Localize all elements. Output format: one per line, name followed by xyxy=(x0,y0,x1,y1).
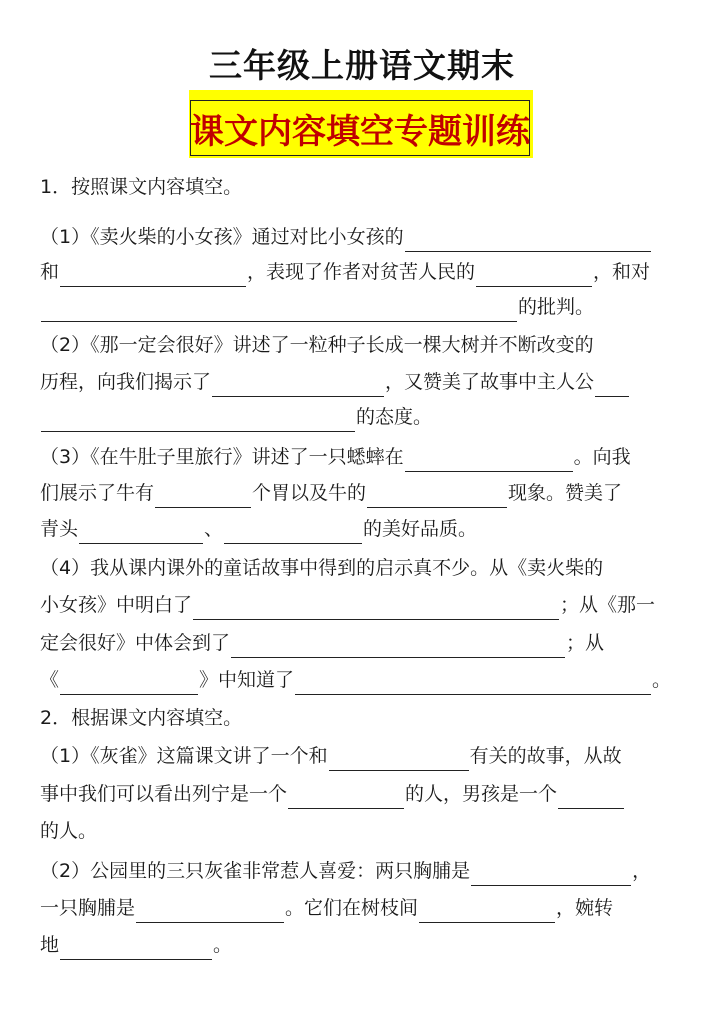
question-text: （1）《灰雀》这篇课文讲了一个和 xyxy=(40,745,328,767)
question-text: 事中我们可以看出列宁是一个 xyxy=(40,783,288,805)
question-line xyxy=(40,628,690,658)
banner-subtitle: 课文内容填空专题训练 xyxy=(190,111,530,152)
answer-blank[interactable] xyxy=(60,264,246,287)
answer-blank[interactable] xyxy=(224,521,362,544)
answer-blank[interactable] xyxy=(60,672,198,695)
question-text: ，和对 xyxy=(593,261,651,283)
question-text: （4）我从课内课外的童话故事中得到的启示真不少。从《卖火柴的 xyxy=(40,557,604,579)
question-line xyxy=(40,257,690,287)
question-text: （2）公园里的三只灰雀非常惹人喜爱：两只胸脯是 xyxy=(40,860,471,882)
question-text: 青头 xyxy=(40,518,79,540)
answer-blank[interactable] xyxy=(405,229,651,252)
question-text: 和 xyxy=(40,261,60,283)
question-line xyxy=(40,665,690,695)
question-line xyxy=(40,330,690,360)
banner-box xyxy=(190,100,530,156)
answer-blank[interactable] xyxy=(295,672,651,695)
answer-blank[interactable] xyxy=(288,786,404,809)
answer-blank[interactable] xyxy=(231,635,565,658)
question-text: ，婉转 xyxy=(556,897,614,919)
question-text: 《 xyxy=(40,669,60,691)
question-line xyxy=(40,779,690,809)
question-line xyxy=(40,402,690,432)
section-1-heading xyxy=(40,172,690,202)
question-text: 有关的故事，从故 xyxy=(469,745,622,767)
question-text: ；从 xyxy=(566,632,605,654)
question-text: ， xyxy=(632,860,652,882)
answer-blank[interactable] xyxy=(212,374,384,397)
answer-blank[interactable] xyxy=(471,863,631,886)
answer-blank[interactable] xyxy=(419,900,555,923)
question-text: 》中知道了 xyxy=(199,669,295,691)
question-line xyxy=(40,893,690,923)
question-line xyxy=(40,930,690,960)
heading-text: 1．按照课文内容填空。 xyxy=(40,176,243,198)
question-line xyxy=(40,442,690,472)
question-text: 。 xyxy=(652,669,672,691)
question-text: 。它们在树枝间 xyxy=(285,897,419,919)
answer-blank[interactable] xyxy=(79,521,203,544)
question-text: 们展示了牛有 xyxy=(40,482,155,504)
question-text: 个胃以及牛的 xyxy=(252,482,367,504)
question-text: 的美好品质。 xyxy=(363,518,478,540)
question-text: 历程，向我们揭示了 xyxy=(40,371,212,393)
answer-blank[interactable] xyxy=(329,748,469,771)
section-2-heading xyxy=(40,703,690,733)
question-line xyxy=(40,553,690,583)
question-text: 的人，男孩是一个 xyxy=(405,783,558,805)
question-text: 。向我 xyxy=(573,446,631,468)
question-line xyxy=(40,590,690,620)
answer-blank[interactable] xyxy=(367,485,507,508)
question-line xyxy=(40,514,690,544)
question-text: ，又赞美了故事中主人公 xyxy=(385,371,595,393)
answer-blank[interactable] xyxy=(60,937,212,960)
question-line xyxy=(40,367,690,397)
answer-blank[interactable] xyxy=(41,299,517,322)
answer-blank[interactable] xyxy=(405,449,573,472)
question-line xyxy=(40,816,690,846)
answer-blank[interactable] xyxy=(136,900,284,923)
question-text: 现象。赞美了 xyxy=(508,482,623,504)
question-text: （1）《卖火柴的小女孩》通过对比小女孩的 xyxy=(40,226,404,248)
answer-blank[interactable] xyxy=(558,786,624,809)
question-line xyxy=(40,292,690,322)
question-text: 。 xyxy=(213,934,233,956)
question-line xyxy=(40,856,690,886)
question-text: （3）《在牛肚子里旅行》讲述了一只蟋蟀在 xyxy=(40,446,404,468)
question-text: ；从《那一 xyxy=(560,594,656,616)
question-text: 定会很好》中体会到了 xyxy=(40,632,231,654)
question-text: 地 xyxy=(40,934,60,956)
question-text: 、 xyxy=(204,518,224,540)
question-text: 的人。 xyxy=(40,820,98,842)
question-text: 小女孩》中明白了 xyxy=(40,594,193,616)
question-line xyxy=(40,741,690,771)
question-text: 的批判。 xyxy=(518,296,595,318)
question-line xyxy=(40,222,690,252)
answer-blank[interactable] xyxy=(595,374,629,397)
page-title: 三年级上册语文期末 xyxy=(209,46,515,85)
answer-blank[interactable] xyxy=(41,409,355,432)
answer-blank[interactable] xyxy=(193,597,559,620)
question-text: ，表现了作者对贫苦人民的 xyxy=(247,261,476,283)
question-text: 一只胸脯是 xyxy=(40,897,136,919)
question-text: （2）《那一定会很好》讲述了一粒种子长成一棵大树并不断改变的 xyxy=(40,334,594,356)
question-text: 的态度。 xyxy=(356,406,433,428)
question-line xyxy=(40,478,690,508)
answer-blank[interactable] xyxy=(476,264,592,287)
heading-text: 2．根据课文内容填空。 xyxy=(40,707,243,729)
answer-blank[interactable] xyxy=(155,485,251,508)
